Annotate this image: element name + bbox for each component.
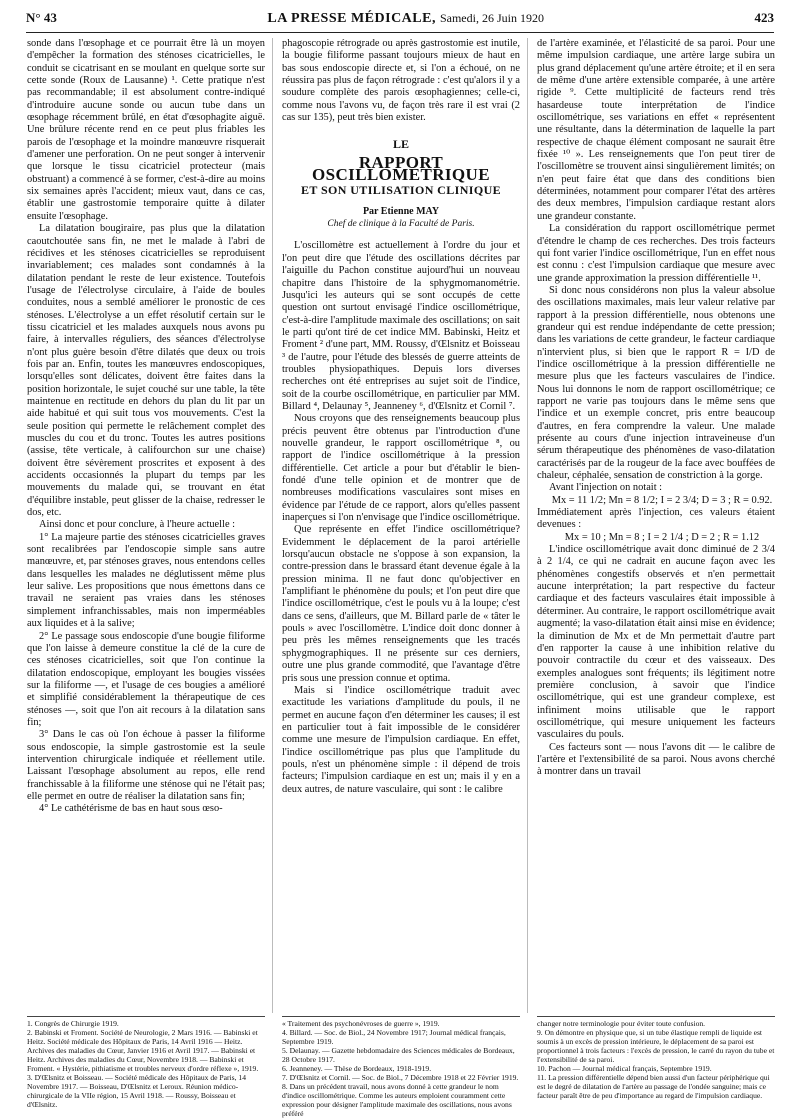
footnote: 8. Dans un précédent travail, nous avons donné à cette grandeur le nom d'indice oscillométrique. Comme les auteurs emploient couramment cette expression pour désigner l'amplitude maximale des oscillations, nous avons préféré bbox=[282, 1082, 512, 1118]
paragraph: Que représente en effet l'indice oscillométrique? Evidemment le déplacement de la paroi artérielle lorsqu'aucun obstacle ne s'oppose à son expansion, la contre-pression dans le brassard étant devenue égale à la pression minima. Il ne faut donc qu'objectiver en l'amplifiant le phénomène du pouls; et l'on peut dire que l'indice oscillométrique, c'est le pouls vu à la loupe; c'est dans ce sens, d'ailleurs, que M. Billard parle de « tâter le pouls » avec l'oscillomètre. L'indice doit donc donner à peu près les mêmes renseignements que les tracés sphygmographiques. Il ne présente sur ces derniers, outre une plus grande commodité, que l'avantage d'être pris sous une pression connue et optima. bbox=[282, 524, 520, 684]
page-header bbox=[26, 10, 774, 33]
paragraph: L'indice oscillométrique avait donc diminué de 2 3/4 à 2 1/4, ce qui ne cadrait en aucune façon avec les phénomènes congestifs observés et n'en permettait aucune interprétation; la part respective du facteur cardiaque et des facteurs vasculaires était impossible à déterminer. Au contraire, le rapport oscillométrique avait augmenté; la vaso-dilatation était ainsi mise en évidence; la diminution de Mx et de Mn permettait d'autre part d'en rapporter la cause à une inhibition relative du pouvoir contractile du cœur et des vaisseaux. Des exemples analogues sont fréquents; ils légitiment notre première conclusion, à savoir que l'indice oscillométrique, qui est une grandeur complexe, est infiniment moins utilisable que le rapport oscillométrique, qui mesure uniquement les facteurs vasculaires du pouls. bbox=[537, 544, 775, 741]
footnote: 10. Pachon — Journal médical français, Septembre 1919. bbox=[537, 1064, 712, 1073]
column-left bbox=[27, 38, 265, 1013]
column-middle bbox=[282, 38, 520, 1013]
paragraph: 4° Le cathétérisme de bas en haut sous œso- bbox=[39, 803, 223, 815]
footnote: 1. Congrès de Chirurgie 1919. bbox=[27, 1019, 119, 1028]
paragraph: 2° Le passage sous endoscopie d'une bougie filiforme que l'on laisse à demeure constitue la clé de la cure de ces sténoses cicatricielles, soit que l'on continue la dilatation endoscopique, employant les bougies vissées sur la filiforme —, et l'usage de ces bougies a amélioré et simplifié considérablement la thérapeutique de ces sténoses —, soit que l'on ait recours à la dilatation sans fin; bbox=[27, 630, 265, 728]
issue-date: Samedi, 26 Juin 1920 bbox=[439, 11, 544, 25]
article-title: RAPPORT OSCILLOMÉTRIQUE bbox=[312, 152, 490, 185]
paragraph: La dilatation bougiraire, pas plus que la dilatation caoutchoutée sans fin, ne met le malade à l'abri de récidives et les sténoses cicatricielles se reproduisent invariablement; ces malades sont condamnés à la dilatation pendant le reste de leur existence. Toutefois l'usage de l'électrolyse circulaire, à l'aide de boules conduites, nous a semblé améliorer le pronostic de ces sténoses. L'électrolyse a un effet résolutif certain sur le tissu cicatriciel et les malades auxquels nous avons pu faire, à intervalles réguliers, des séances d'électrolyse n'ont plus guère besoin d'être dilatés que deux ou trois fois par an. Enfin, toutes les manœuvres endoscopiques, lorsqu'elles sont délicates, doivent être faites dans la position horizontale, le sujet couché sur une table, la tête maintenue en rectitude en dehors du plan du lit par un aide habitué et qui suit tous vos mouvements. C'est la seule position qui permette le relâchement complet des muscles du cou et du tronc. Toutes les autres positions (assise, tête verticale, à califourchon sur une chaise) doivent être sévèrement proscrites et exposent à des accidents occasionnés la plupart du temps par les mouvements du malade qui, se trouvant en état d'équilibre instable, peut glisser de la chaise, redresser le dos, etc. bbox=[27, 223, 265, 519]
equation: Mx = 10 ; Mn = 8 ; I = 2 1/4 ; D = 2 ; R = 1.12 bbox=[564, 531, 760, 543]
article-author: Par Etienne MAY bbox=[362, 205, 440, 217]
footnote: 2. Babinski et Froment. Société de Neurologie, 2 Mars 1916. — Babinski et Heitz. Société médicale des Hôpitaux de Paris, 14 Avril 1916 — Heitz. Archives des maladies du Cœur, Janvier 1916 et Avril 1917. — Babinski et Heitz. Archives des maladies du Cœur, Novembre 1918. — Babinski et Froment. « Hystérie, pithiatisme et troubles nerveux d'ordre réflexe », 1919. bbox=[27, 1028, 259, 1073]
footnote: 5. Delaunay. — Gazette hebdomadaire des Sciences médicales de Bordeaux, 28 Octobre 1917. bbox=[282, 1046, 515, 1064]
paragraph: Mais si l'indice oscillométrique traduit avec exactitude les variations d'amplitude du pouls, il ne permet en aucune façon d'en déterminer les causes; il est en particulier tout à fait impossible de le considérer comme une mesure de l'impulsion cardiaque. En effet, l'indice oscillométrique pas plus que l'amplitude du pouls, n'est un phénomène simple : il dépend de trois facteurs; l'impulsion cardiaque en est un; mais il y en a deux autres, de nature vasculaire, qui sont : le calibre bbox=[282, 684, 520, 795]
footnote: changer notre terminologie pour éviter toute confusion. bbox=[537, 1019, 706, 1028]
page-number: 423 bbox=[754, 10, 774, 25]
footnotes-right bbox=[537, 1016, 775, 1100]
column-divider bbox=[272, 38, 273, 1013]
column-right bbox=[537, 38, 775, 1013]
paragraph: L'oscillomètre est actuellement à l'ordre du jour et l'on peut dire que l'étude des oscillations décrites par l'aiguille du Pachon constitue aujourd'hui un nouveau chapitre dans l'histoire de la sphygmomanométrie. Jusqu'ici les auteurs qui se sont occupés de cette question ont surtout envisagé l'indice oscillométrique, c'est-à-dire l'amplitude maximale des oscillations; on sait le parti qu'ont tiré de cet indice MM. Babinski, Heitz et Froment ² d'une part, MM. Roussy, d'Œlsnitz et Boisseau ³ de l'autre, pour l'étude des blessés de guerre atteints de troubles physiopathiques. Depuis lors diverses recherches ont été entreprises au sujet soit de l'indice, soit de la courbe oscillométrique, en particulier par MM. Billard ⁴, Delaunay ⁵, Jeanneney ⁶, d'Œlsnitz et Cornil ⁷. bbox=[282, 240, 520, 412]
paragraph: de l'artère examinée, et l'élasticité de sa paroi. Pour une même impulsion cardiaque, une artère large subira un plus grand déplacement qu'une artère étroite; et il en sera de même d'une artère extensible comparée, à une artère rigide ⁹. Cette multiplicité de facteurs rend très hasardeuse toute interprétation de l'indice oscillométrique, ses variations en effet « représentent une résultante, dans la détermination de laquelle la part respective de chaque élément composant ne saurait être fixée ¹⁰ ». Les renseignements que l'on peut tirer de l'oscillomètre se trouvent ainsi singulièrement limités; on n'en peut faire état que dans des conditions bien déterminées, notamment pour comparer l'état des artères des deux membres, l'impulsion cardiaque restant alors une grandeur constante. bbox=[537, 38, 775, 222]
paragraph: 3° Dans le cas où l'on échoue à passer la filiforme sous endoscopie, la simple gastrostomie est la seule intervention chirurgicale indiquée et réellement utile. Laissant l'œsophage absolument au repos, elle rend franchissable à la filiforme une sténose qui ne l'était pas; elle permet en outre de réaliser la dilatation sans fin; bbox=[27, 729, 265, 802]
paragraph: Nous croyons que des renseignements beaucoup plus précis peuvent être obtenus par l'introduction d'une nouvelle grandeur, le rapport oscillométrique ⁸, ou rapport de l'indice oscillométrique à la pression différentielle. Cet article a pour but d'établir le bien-fondé d'une telle opinion et de montrer que de nombreuses modifications vasculaires sont mises en évidence par l'étude de ce rapport, alors qu'elles passent inaperçues si l'on n'envisage que l'indice oscillométrique. bbox=[282, 413, 520, 524]
paragraph: sonde dans l'œsophage et ce pourrait être là un moyen d'empêcher la formation des sténoses cicatricielles, le conduit se cicatrisant en se moulant en quelque sorte sur cette sonde (Roux de Lausanne) ¹. Cette pratique n'est pas recommandable; il est absolument contre-indiqué d'introduire aucune sonde ou aucun tube dans un œsophage récemment brûlé, en état d'œsophagite aiguë. Une brûlure récente rend en ce peut plus friables les parois de l'œsophage et la moindre manœuvre risquerait d'amener une perforation. On ne peut songer à intervenir que lorsque le tissu cicatriciel protecteur (mais obstruant) a commencé à se former, c'est-à-dire au moins six semaines après l'accident; mieux vaut, dans ce cas, établir une gastrostomie temporaire quitte à dilater ensuite l'œsophage. bbox=[27, 38, 265, 222]
paragraph: Avant l'injection on notait : bbox=[549, 482, 663, 494]
footnote: 11. La pression différentielle dépend bien aussi d'un facteur périphérique qui est le degré de dilatation de l'artère au passage de l'ondée sanguine; mais ce facteur paraît être de peu d'importance au regard de l'impulsion cardiaque. bbox=[537, 1073, 770, 1100]
column-divider bbox=[527, 38, 528, 1013]
paragraph: Si donc nous considérons non plus la valeur absolue des oscillations maximales, mais leur valeur relative par rapport à la pression différentielle, nous obtenons une grandeur qui est rendue indépendante de cette pression; dans les variations de cette grandeur, le facteur cardiaque n'intervient plus, si bien que le rapport R = I/D de l'indice oscillométrique à la pression différentielle ne mesure plus que les facteurs vasculaires de l'indice. Nous lui donnons le nom de rapport oscillométrique; ce rapport ne varie pas toujours dans le même sens que l'indice et un exemple concret, pris entre beaucoup d'autres, en fera comprendre la valeur. Une malade présente au cours d'une injection intraveineuse d'un sérum thérapeutique des phénomènes de vaso-dilatation caractérisés par de la rougeur de la face avec bouffées de chaleur, céphalée, sensation de constriction à la gorge. bbox=[537, 284, 775, 482]
footnote: 3. D'Œlsnitz et Boisseau. — Société médicale des Hôpitaux de Paris, 14 Novembre 1917. — Boisseau, D'Œlsnitz et Leroux. Réunion médico-chirurgicale de la VIIe région, 15 Avril 1918. — Roussy, Boisseau et d'Œlsnitz. bbox=[27, 1073, 247, 1109]
paragraph: Immédiatement après l'injection, ces valeurs étaient devenues : bbox=[537, 507, 775, 531]
author-role: Chef de clinique à la Faculté de Paris. bbox=[327, 219, 475, 230]
journal-title bbox=[267, 11, 544, 27]
paragraph: Ces facteurs sont — nous l'avons dit — le calibre de l'artère et l'extensibilité de sa paroi. Nous avons cherché à montrer dans un travail bbox=[537, 741, 775, 778]
paragraph: Ainsi donc et pour conclure, à l'heure actuelle : bbox=[39, 519, 236, 531]
footnotes-middle bbox=[282, 1016, 520, 1118]
footnote: 6. Jeanneney. — Thèse de Bordeaux, 1918-1919. bbox=[282, 1064, 432, 1073]
footnote: 4. Billard. — Soc. de Biol., 24 Novembre 1917; Journal médical français, Septembre 1919. bbox=[282, 1028, 506, 1046]
footnote: 9. On démontre en physique que, si un tube élastique rempli de liquide est soumis à un excès de pression intérieure, le déplacement de sa paroi est proportionnel à trois facteurs : l'excès de pression, le carré du rayon du tube et l'extensibilité de sa paroi. bbox=[537, 1028, 775, 1064]
paragraph: La considération du rapport oscillométrique permet d'étendre le champ de ces recherches. Des trois facteurs qui font varier l'indice oscillométrique, l'un en effet nous est connu : c'est l'impulsion cardiaque que mesure avec une grande approximation la pression différentielle ¹¹. bbox=[537, 223, 775, 284]
article-subtitle: ET SON UTILISATION CLINIQUE bbox=[300, 183, 502, 198]
paragraph: phagoscopie rétrograde ou après gastrostomie est inutile, la bougie filiforme passant toujours mieux de haut en bas sous endoscopie directe et, si l'on a échoué, on ne réussira pas plus de façon rétrograde : c'est qu'alors il y a soudure complète des parois œsophagiennes; celle-ci, comme nous l'avons vu, de façon très rare il est vrai (2 cas sur 135), peut très bien exister. bbox=[282, 38, 520, 124]
article-heading bbox=[282, 138, 520, 230]
journal-name: LA PRESSE MÉDICALE, bbox=[267, 11, 436, 26]
article-le: LE bbox=[392, 137, 409, 152]
paragraph: 1° La majeure partie des sténoses cicatricielles graves sont recalibrées par l'endoscopie simple sans autre manœuvre, et, par sténoses graves, nous entendons celles dans lesquelles les malades ne déglutissent même plus leur salive. Les propositions que nous émettons dans ce travail ne seraient pas vraies dans les sténoses simplement infranchissables, mais non imperméables aux liquides et à la salive; bbox=[27, 531, 265, 630]
footnote: « Traitement des psychonévroses de guerre », 1919. bbox=[282, 1019, 440, 1028]
issue-number: N° 43 bbox=[26, 10, 57, 25]
footnote: 7. D'Œlsnitz et Cornil. — Soc. de Biol., 7 Décembre 1918 et 22 Février 1919. bbox=[282, 1073, 519, 1082]
footnotes-left bbox=[27, 1016, 265, 1109]
equation: Mx = 11 1/2; Mn = 8 1/2; I = 2 3/4; D = 3 ; R = 0.92. bbox=[551, 494, 773, 506]
